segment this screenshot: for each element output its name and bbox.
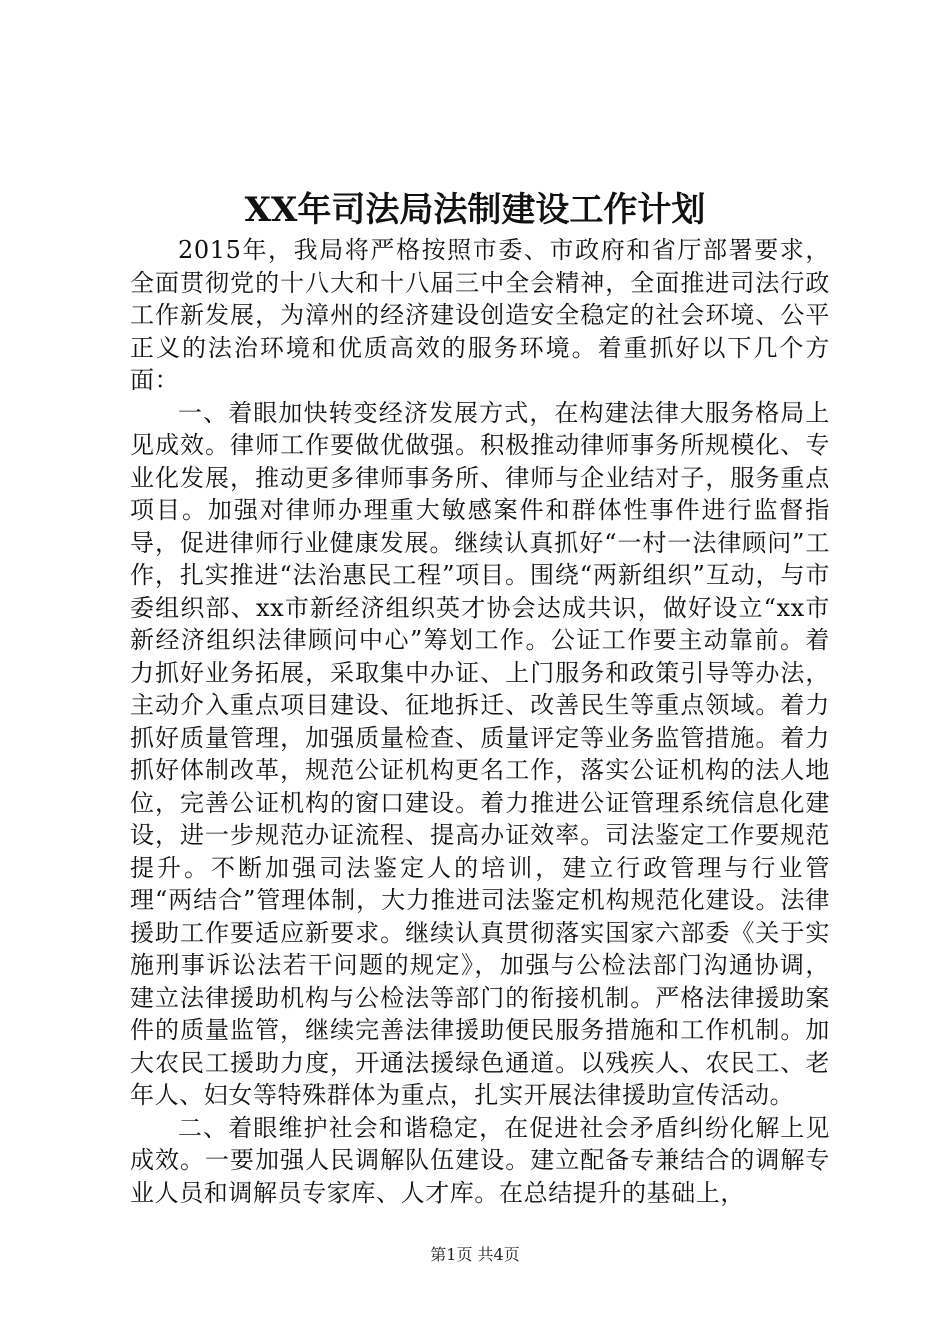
page-footer: 第1页 共4页 xyxy=(430,1245,520,1264)
paragraph-section-one: 一、着眼加快转变经济发展方式，在构建法律大服务格局上见成效。律师工作要做优做强。积极推动律师事务所规模化、专业化发展，推动更多律师事务所、律师与企业结对子，服务重点项目。加强对律师办理重大敏感案件和群体性事件进行监督指导，促进律师行业健康发展。继续认真抓好“一村一法律顾问”工作，扎实推进“法治惠民工程”项目。围绕“两新组织”互动，与市委组织部、xx市新经济组织英才协会达成共识，做好设立“xx市新经济组织法律顾问中心”筹划工作。公证工作要主动靠前。着力抓好业务拓展，采取集中办证、上门服务和政策引导等办法，主动介入重点项目建设、征地拆迁、改善民生等重点领域。着力抓好质量管理，加强质量检查、质量评定等业务监管措施。着力抓好体制改革，规范公证机构更名工作，落实公证机构的法人地位，完善公证机构的窗口建设。着力推进公证管理系统信息化建设，进一步规范办证流程、提高办证效率。司法鉴定工作要规范提升。不断加强司法鉴定人的培训，建立行政管理与行业管理“两结合”管理体制，大力推进司法鉴定机构规范化建设。法律援助工作要适应新要求。继续认真贯彻落实国家六部委《关于实施刑事诉讼法若干问题的规定》，加强与公检法部门沟通协调，建立法律援助机构与公检法等部门的衔接机制。严格法律援助案件的质量监管，继续完善法律援助便民服务措施和工作机制。加大农民工援助力度，开通法援绿色通道。以残疾人、农民工、老年人、妇女等特殊群体为重点，扎实开展法律援助宣传活动。 xyxy=(130,398,830,1109)
document-title: XX年司法局法制建设工作计划 xyxy=(244,190,706,230)
paragraph-intro: 2015年，我局将严格按照市委、市政府和省厅部署要求，全面贯彻党的十八大和十八届三中全会精神，全面推进司法行政工作新发展，为漳州的经济建设创造安全稳定的社会环境、公平正义的法治环境和优质高效的服务环境。着重抓好以下几个方面： xyxy=(130,236,830,394)
document-body xyxy=(130,234,830,1209)
paragraph-section-two: 二、着眼维护社会和谐稳定，在促进社会矛盾纠纷化解上见成效。一要加强人民调解队伍建设。建立配备专兼结合的调解专业人员和调解员专家库、人才库。在总结提升的基础上， xyxy=(130,1113,830,1207)
